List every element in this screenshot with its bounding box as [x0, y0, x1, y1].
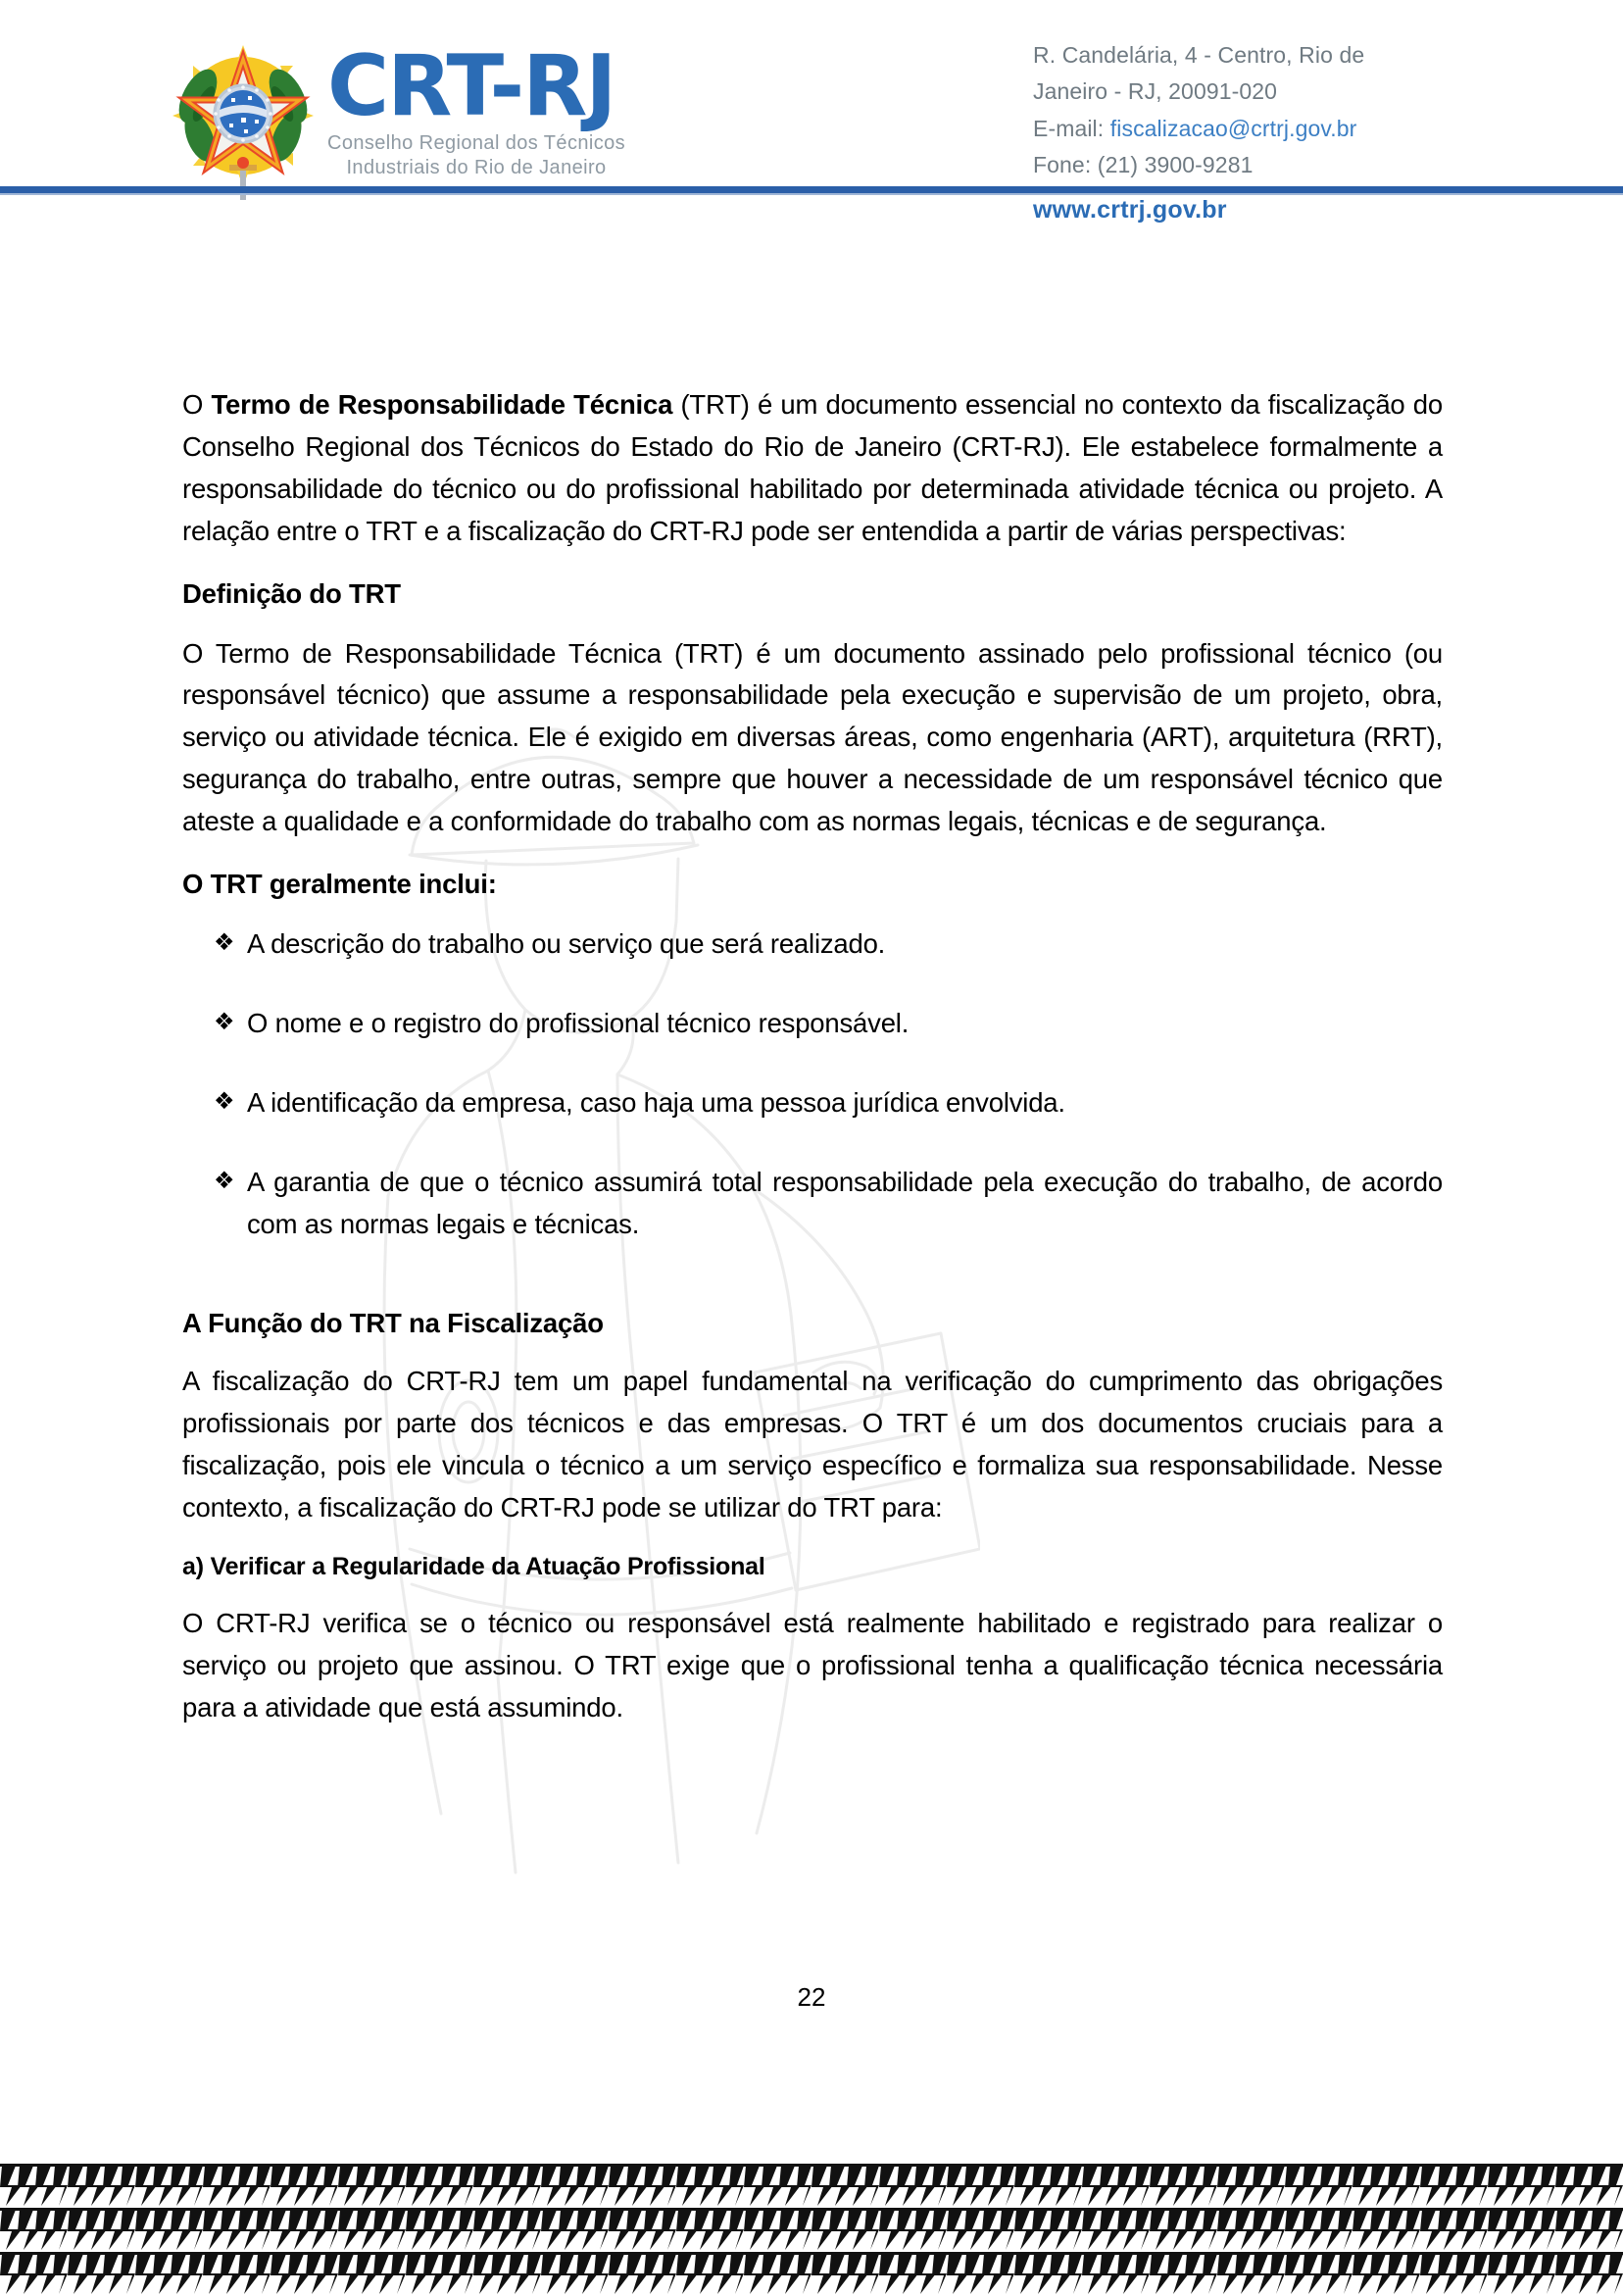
diamond-bullet-icon: ❖ [214, 928, 235, 957]
heading-o-trt-geralmente-inclui: O TRT geralmente inclui: [182, 869, 497, 900]
diamond-bullet-icon: ❖ [214, 1086, 235, 1115]
list-item-label: A descrição do trabalho ou serviço que será realizado. [247, 928, 886, 960]
header-divider-thin [0, 193, 1623, 195]
trt-includes-list [182, 923, 1443, 1245]
list-item [182, 1003, 1443, 1045]
email-address[interactable]: fiscalizacao@crtrj.gov.br [1109, 115, 1357, 141]
logo-subtitle [327, 131, 625, 180]
function-paragraph: A fiscalização do CRT-RJ tem um papel fundamental na verificação do cumprimento das obrigações profissionais por parte dos técnicos e das empresas. O TRT é um dos documentos cruciais para a fiscalização, pois ele vincula o técnico a um serviço específico e formaliza sua responsabilidade. Nesse contexto, a fiscalização do CRT-RJ pode se utilizar do TRT para: [182, 1366, 1443, 1523]
list-item [182, 1162, 1443, 1246]
logo-wordmark [327, 37, 626, 180]
header-divider [0, 186, 1623, 193]
address-line-1: R. Candelária, 4 - Centro, Rio de [1033, 42, 1365, 68]
footer-decorative-band [0, 2164, 1623, 2296]
definition-paragraph: O Termo de Responsabilidade Técnica (TRT) é um documento assinado pelo profissional técnico (ou responsável técnico) que assume a responsabilidade pela execução e supervisão de um projeto, obra, serviço ou atividade técnica. Ele é exigido em diversas áreas, como engenharia (ART), arquitetura (RRT), segurança do trabalho, entre outras, sempre que houver a necessidade de um responsável técnico que ateste a qualidade e a conformidade do trabalho com as normas legais, técnicas e de segurança. [182, 637, 1443, 837]
list-item-label: O nome e o registro do profissional técnico responsável. [247, 1007, 910, 1038]
logo-title: CRT-RJ [327, 37, 615, 135]
heading-a-verificar-regularidade: a) Verificar a Regularidade da Atuação Profissional [182, 1553, 765, 1581]
document-body [182, 384, 1443, 1751]
phone-line: Fone: (21) 3900-9281 [1033, 151, 1254, 177]
crt-rj-logo [169, 29, 874, 225]
logo-subtitle-line2: Industriais do Rio de Janeiro [346, 156, 607, 178]
website-link[interactable]: www.crtrj.gov.br [1033, 196, 1227, 224]
heading-definicao-do-trt: Definição do TRT [182, 577, 401, 609]
page-number: 22 [797, 1982, 826, 2012]
list-item-label: A identificação da empresa, caso haja uma pessoa jurídica envolvida. [247, 1086, 1065, 1118]
list-item [182, 923, 1443, 966]
logo-subtitle-line1: Conselho Regional dos Técnicos [327, 131, 626, 154]
intro-lead-plain: O [182, 389, 212, 420]
intro-lead-bold: Termo de Responsabilidade Técnica [211, 389, 673, 420]
email-line [1033, 111, 1364, 147]
intro-lead-rest: (TRT) é um documento essencial no contexto da fiscalização do Conselho Regional dos Técnicos do Estado do Rio de Janeiro (CRT-RJ). Ele estabelece formalmente a responsabilidade do técnico ou do profissional habilitado por determinada atividade técnica ou projeto. A relação entre o TRT e a fiscalização do CRT-RJ pode ser entendida a partir de várias perspectivas: [182, 389, 1443, 546]
contact-info [1033, 37, 1364, 230]
email-label: E-mail: [1033, 115, 1110, 141]
diamond-bullet-icon: ❖ [214, 1007, 235, 1035]
item-a-paragraph: O CRT-RJ verifica se o técnico ou responsável está realmente habilitado e registrado para realizar o serviço ou projeto que assinou. O TRT exige que o profissional tenha a qualificação técnica necessária para a atividade que está assumindo. [182, 1608, 1443, 1722]
zigzag-hatch-pattern-icon [0, 2164, 1623, 2296]
diamond-bullet-icon: ❖ [214, 1166, 235, 1194]
intro-paragraph [182, 384, 1443, 553]
address-line-2: Janeiro - RJ, 20091-020 [1033, 78, 1278, 105]
page-header [0, 0, 1623, 275]
heading-a-funcao-do-trt-na-fiscalizacao: A Função do TRT na Fiscalização [182, 1308, 604, 1339]
list-item [182, 1082, 1443, 1124]
brazil-coat-of-arms-icon [169, 41, 318, 208]
list-item-label: A garantia de que o técnico assumirá total responsabilidade pela execução do trabalho, de acordo com as normas legais e técnicas. [247, 1166, 1443, 1239]
